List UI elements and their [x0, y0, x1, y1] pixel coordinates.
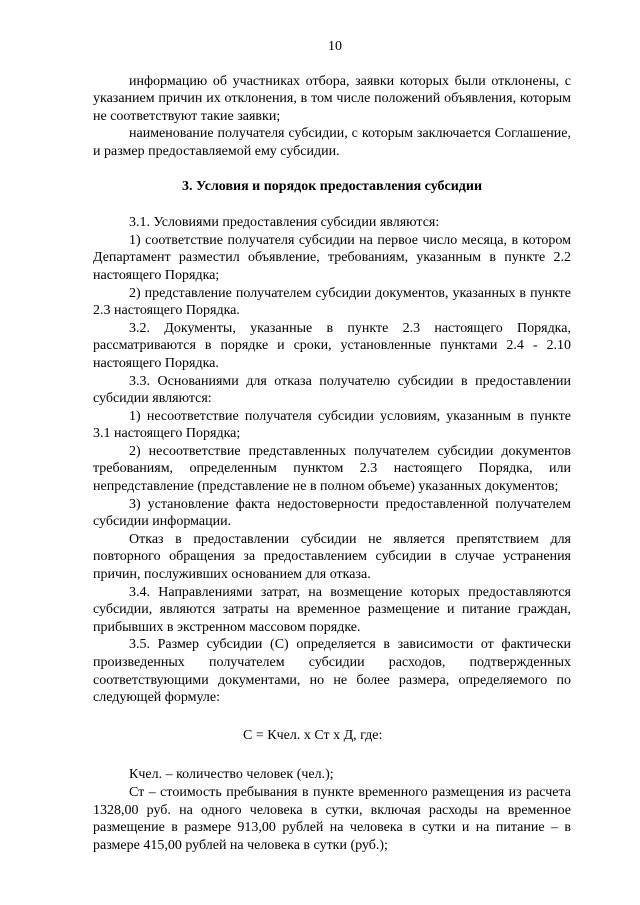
paragraph: Отказ в предоставлении субсидии не является препятствием для повторного обращения за предоставлением субсидии в случае устранения причин, послуживших основанием для отказа. — [93, 531, 571, 583]
paragraph: 3.1. Условиями предоставления субсидии являются: — [129, 215, 440, 231]
paragraph: 3) установление факта недостоверности предоставленной получателем субсидии информации. — [93, 496, 571, 530]
document-page — [93, 38, 571, 854]
page-number: 10 — [328, 39, 342, 54]
paragraph: информацию об участниках отбора, заявки которых были отклонены, с указанием причин их отклонения, в том числе положений объявления, которым не соответствуют такие заявки; — [93, 73, 571, 124]
section-heading: 3. Условия и порядок предоставления субсидии — [181, 178, 483, 194]
paragraph: 2) представление получателем субсидии документов, указанных в пункте 2.3 настоящего Порядка. — [93, 285, 571, 319]
paragraph: 2) несоответствие представленных получателем субсидии документов требованиям, определенным пунктом 2.3 настоящего Порядка, или непредставление (представление не в полном объеме) указанных документов; — [93, 443, 571, 495]
paragraph: наименование получателя субсидии, с которым заключается Соглашение, и размер предоставляемой ему субсидии. — [93, 126, 571, 159]
paragraph: 3.4. Направлениями затрат, на возмещение которых предоставляются субсидии, являются затраты на временное размещение и питание граждан, прибывших в экстренном массовом порядке. — [93, 584, 571, 635]
paragraph: 3.2. Документы, указанные в пункте 2.3 настоящего Порядка, рассматриваются в порядке и сроки, установленные пунктами 2.4 - 2.10 настоящего Порядка. — [93, 320, 571, 371]
paragraph: Ст – стоимость пребывания в пункте временного размещения из расчета 1328,00 руб. на одного человека в сутки, включая расходы на временное размещение в размере 913,00 рублей на человека в сутки и на питание – в размере 415,00 рублей на человека в сутки (руб.); — [93, 784, 571, 853]
paragraph: 1) несоответствие получателя субсидии условиям, указанным в пункте 3.1 настоящего Порядка; — [93, 408, 571, 442]
formula: С = Кчел. х Ст х Д, где: — [243, 727, 383, 743]
paragraph: 1) соответствие получателя субсидии на первое число месяца, в котором Департамент разместил объявление, требованиям, указанным в пункте 2.2 настоящего Порядка; — [93, 232, 571, 283]
paragraph: Кчел. – количество человек (чел.); — [129, 767, 334, 783]
paragraph: 3.5. Размер субсидии (С) определяется в зависимости от фактически произведенных получателем субсидии расходов, подтвержденных соответствующими документами, но не более размера, определяемого по следующей формуле: — [93, 637, 571, 706]
paragraph: 3.3. Основаниями для отказа получателю субсидии в предоставлении субсидии являются: — [93, 373, 571, 407]
